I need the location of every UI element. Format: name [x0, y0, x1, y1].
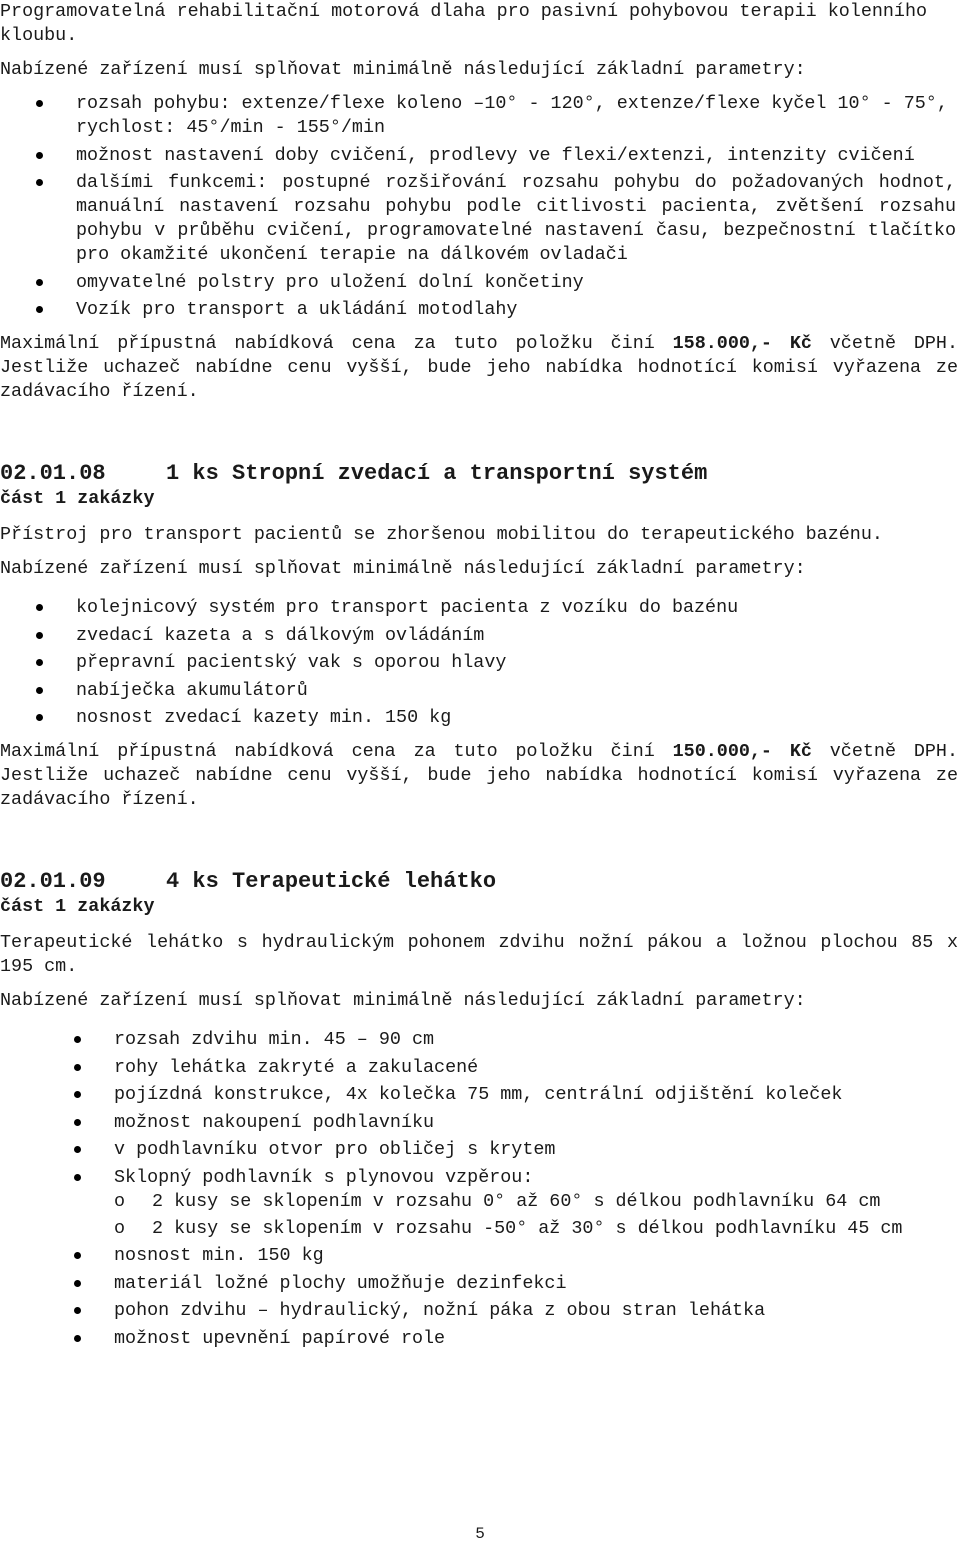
sub-bullet-marker: o: [114, 1217, 126, 1239]
list-item: dalšími funkcemi: postupné rozšiřování rozsahu pohybu do požadovaných hodnot, manuální nastavení rozsahu pohybu podle citlivosti pacienta, zvětšení rozsahu pohybu v průběhu cvičení, programovatelné nastavení času, bezpečnostní tlačítko pro okamžité ukončení terapie na dálkovém ovladači: [0, 171, 956, 267]
list-item: v podhlavníku otvor pro obličej s krytem: [0, 1138, 960, 1162]
price-value: 150.000,- Kč: [672, 741, 812, 762]
list-item: nabíječka akumulátorů: [0, 679, 960, 703]
list-item: kolejnicový systém pro transport pacienta z vozíku do bazénu: [0, 596, 960, 620]
list-item: nosnost zvedací kazety min. 150 kg: [0, 706, 960, 730]
sub-bullet-marker: o: [114, 1190, 126, 1212]
list-item: rozsah zdvihu min. 45 – 90 cm: [0, 1028, 960, 1052]
list-item: možnost upevnění papírové role: [0, 1327, 960, 1351]
list-item: nosnost min. 150 kg: [0, 1244, 960, 1268]
section-part: část 1 zakázky: [0, 488, 155, 509]
list-item: rozsah pohybu: extenze/flexe koleno –10° - 120°, extenze/flexe kyčel 10° - 75°, rychlost: 45°/min - 155°/min: [0, 92, 956, 140]
params-intro: Nabízené zařízení musí splňovat minimálně následující základní parametry:: [0, 990, 806, 1011]
list-item: možnost nakoupení podhlavníku: [0, 1111, 960, 1135]
list-item: materiál ložné plochy umožňuje dezinfekci: [0, 1272, 960, 1296]
price-value: 158.000,- Kč: [672, 333, 812, 354]
section-title: 4 ks Terapeutické lehátko: [166, 869, 497, 894]
list-item: omyvatelné polstry pro uložení dolní končetiny: [0, 271, 960, 295]
section-description: Přístroj pro transport pacientů se zhoršenou mobilitou do terapeutického bazénu.: [0, 524, 883, 545]
list-item: zvedací kazeta a s dálkovým ovládáním: [0, 624, 960, 648]
params-intro: Nabízené zařízení musí splňovat minimálně následující základní parametry:: [0, 59, 806, 80]
list-item: přepravní pacientský vak s oporou hlavy: [0, 651, 960, 675]
section-number: 02.01.08: [0, 461, 106, 486]
headrest-options: [0, 1190, 960, 1241]
list-item: Sklopný podhlavník s plynovou vzpěrou: o 2 kusy se sklopením v rozsahu 0° až 60° s délkou podhlavníku 64 cm o 2 kusy se sklopením v rozsahu -50° až 30° s délkou podhlavníku 45 cm: [0, 1166, 960, 1241]
sub-list-item: o 2 kusy se sklopením v rozsahu 0° až 60° s délkou podhlavníku 64 cm: [114, 1190, 881, 1212]
list-item: pohon zdvihu – hydraulický, nožní páka z obou stran lehátka: [0, 1299, 960, 1323]
section-title: 1 ks Stropní zvedací a transportní systém: [166, 461, 708, 486]
section-description: Terapeutické lehátko s hydraulickým pohonem zdvihu nožní pákou a ložnou plochou 85 x 195 cm.: [0, 932, 958, 977]
list-item: Vozík pro transport a ukládání motodlahy: [0, 298, 960, 322]
section-heading: [0, 868, 960, 895]
sub-list-item: o 2 kusy se sklopením v rozsahu -50° až 30° s délkou podhlavníku 45 cm: [114, 1217, 903, 1239]
section-heading: [0, 460, 960, 487]
params-intro: Nabízené zařízení musí splňovat minimálně následující základní parametry:: [0, 558, 806, 579]
price-paragraph: Maximální přípustná nabídková cena za tuto položku činí 150.000,- Kč včetně DPH. Jestliže uchazeč nabídne cenu vyšší, bude jeho nabídka hodnotící komisí vyřazena ze zadávacího řízení.: [0, 741, 958, 810]
section-number: 02.01.09: [0, 869, 106, 894]
section-part: část 1 zakázky: [0, 896, 155, 917]
price-paragraph: Maximální přípustná nabídková cena za tuto položku činí 158.000,- Kč včetně DPH. Jestliže uchazeč nabídne cenu vyšší, bude jeho nabídka hodnotící komisí vyřazena ze zadávacího řízení.: [0, 333, 958, 402]
page-number: 5: [475, 1525, 485, 1543]
intro-paragraph: Programovatelná rehabilitační motorová dlaha pro pasivní pohybovou terapii kolenního kloubu.: [0, 1, 928, 46]
list-item: pojízdná konstrukce, 4x kolečka 75 mm, centrální odjištění koleček: [0, 1083, 960, 1107]
lift-system-parameters: [0, 596, 960, 730]
list-item: možnost nastavení doby cvičení, prodlevy ve flexi/extenzi, intenzity cvičení: [0, 144, 956, 168]
therapy-table-parameters: [0, 1028, 960, 1351]
list-item: rohy lehátka zakryté a zakulacené: [0, 1056, 960, 1080]
motor-splint-parameters: [0, 92, 960, 322]
